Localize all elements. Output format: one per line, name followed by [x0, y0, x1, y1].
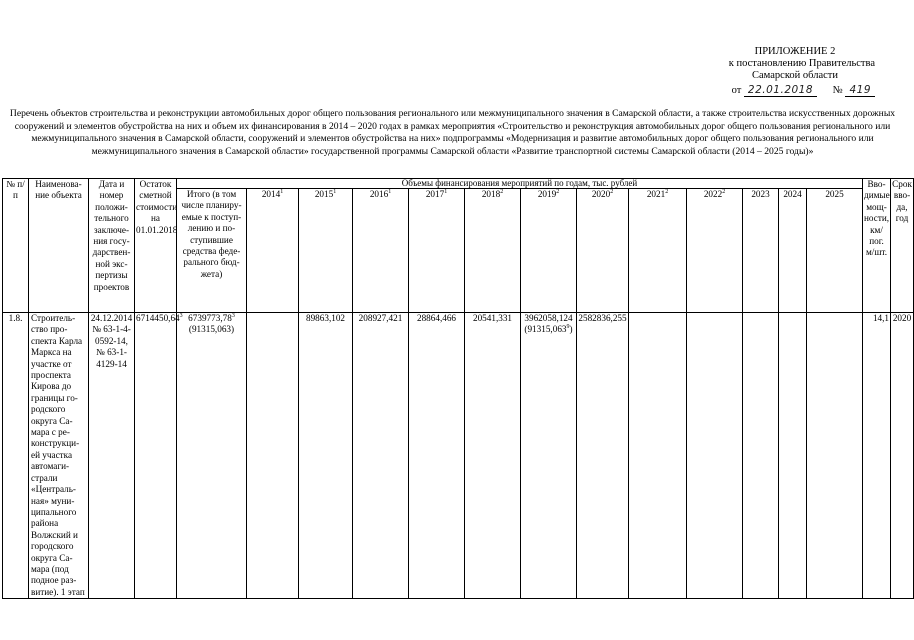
row-term: 2020 [891, 313, 914, 599]
row-2019: 3962058,124 (91315,063$^9$) [521, 313, 577, 599]
row-total: 6739773,78$^3$ (91315,063) [177, 313, 247, 599]
row-2017: 28864,466 [409, 313, 465, 599]
appendix-line2: к постановлению Правительства [728, 58, 875, 69]
handwritten-date: 22.01.2018 [744, 84, 817, 97]
header-year: 2014$^1$ [247, 189, 299, 313]
row-capacity: 14,1 [863, 313, 891, 599]
financing-table [2, 178, 914, 599]
header-year: 2017$^1$ [409, 189, 465, 313]
header-year: 2019$^2$ [521, 189, 577, 313]
date-prefix: от [731, 85, 742, 96]
header-num: № п/п [3, 179, 29, 313]
header-year: 2016$^1$ [353, 189, 409, 313]
document-title: Перечень объектов строительства и реконструкции автомобильных дорог общего пользования регионального или межмуниципального значения в Самарской области, а также строительства искусственных дорожных сооружений и элементов обустройства на них и объем их финансирования в 2014 – 2020 годах в рамках мероприятия «Строительство и реконструкция автомобильных дорог общего пользования регионального или межмуниципального значения в Самарской области, сооружений и элементов обустройства на них» подпрограммы «Модернизация и развитие автомобильных дорог общего пользования регионального или межмуниципального значения в Самарской области» государственной программы Самарской области «Развитие транспортной системы Самарской области (2014 – 2025 годы)» [9, 108, 896, 157]
row-date: 24.12.2014 № 63-1-4-0592-14, № 63-1-4129-14 [89, 313, 135, 599]
appendix-block [685, 46, 875, 97]
row-num: 1.8. [3, 313, 29, 599]
row-2022 [687, 313, 743, 599]
header-financing-group: Объемы финансирования мероприятий по годам, тыс. рублей [177, 179, 863, 189]
appendix-line3: Самарской области [752, 70, 838, 81]
appendix-title: ПРИЛОЖЕНИЕ 2 [754, 46, 836, 57]
header-date: Дата и номер положи-тельного заключе-ния госу-дарствен-ной экс-пертизы проектов [89, 179, 135, 313]
handwritten-number: 419 [845, 84, 875, 97]
header-term: Срок вво-да, год [891, 179, 914, 313]
table-row [3, 313, 914, 599]
header-total: Итого (в том числе планиру-емые к поступ-лению и по-ступившие средства феде-рального бюд-жета) [177, 189, 247, 313]
header-year: 2021$^2$ [629, 189, 687, 313]
appendix-date-line [685, 84, 875, 97]
row-2020: 2582836,255 [577, 313, 629, 599]
header-year: 2025 [807, 189, 863, 313]
header-year: 2020$^2$ [577, 189, 629, 313]
header-year: 2018$^2$ [465, 189, 521, 313]
row-2021 [629, 313, 687, 599]
row-2018: 20541,331 [465, 313, 521, 599]
header-year: 2022$^2$ [687, 189, 743, 313]
row-2025 [807, 313, 863, 599]
row-2024 [779, 313, 807, 599]
row-2015: 89863,102 [299, 313, 353, 599]
number-prefix: № [832, 85, 843, 96]
header-year: 2024 [779, 189, 807, 313]
header-year: 2023 [743, 189, 779, 313]
header-name: Наименова-ние объекта [29, 179, 89, 313]
header-capacity: Вво-димые мощ-ности, км/ пог. м/шт. [863, 179, 891, 313]
row-2023 [743, 313, 779, 599]
header-balance: Остаток сметной стоимости на 01.01.2018 [135, 179, 177, 313]
row-2014 [247, 313, 299, 599]
row-balance: 6714450,64$^3$ [135, 313, 177, 599]
row-2016: 208927,421 [353, 313, 409, 599]
row-name: Строитель-ство про-спекта Карла Маркса на участке от проспекта Кирова до границы го-родского округа Са-мара с ре-конструкци-ей участка автомаги-страли «Централь-ная» муни-ципального района Волжский и городского округа Са-мара (под подное раз-витие). 1 этап [29, 313, 89, 599]
header-year: 2015$^1$ [299, 189, 353, 313]
table-header-row [3, 179, 914, 189]
